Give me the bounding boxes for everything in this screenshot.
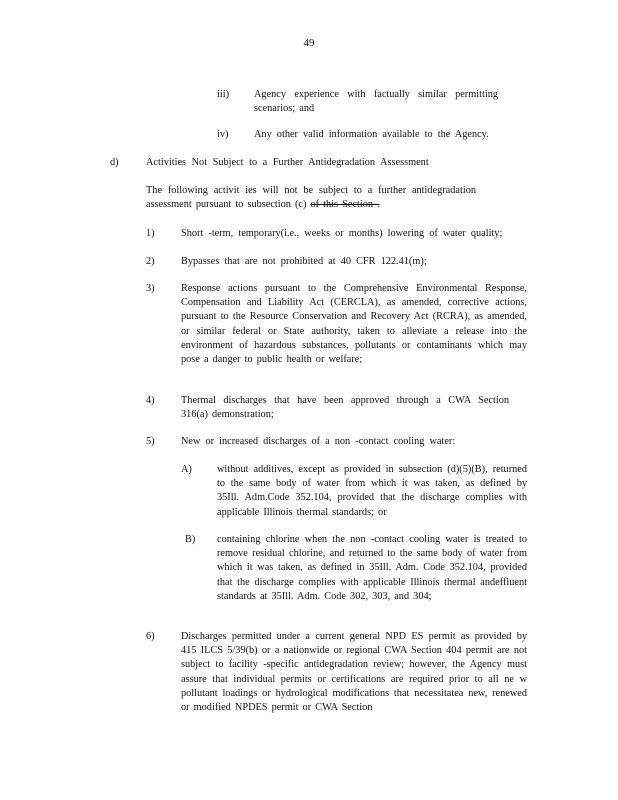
section-d-heading: Activities Not Subject to a Further Antidegradation Assessment — [146, 157, 429, 168]
item-iii-text: Agency experience with factually similar permitting scenarios; and — [254, 89, 498, 115]
entry-5-text: New or increased discharges of a non -contact cooling water: — [181, 436, 456, 447]
item-iv-text: Any other valid information available to the Agency. — [254, 129, 489, 140]
entry-6-text: Discharges permitted under a current general NPD ES permit as provided by 415 ILCS 5/39(b) or a nationwide or regional CWA Section 404 permit are not subject to facility -specific antidegradation review; however, the Agency must assure that individual permits or certifications are required prior to all ne w pollutant loadings or hydrological modifications that necessitatea new, renewed or modified NPDES permit or CWA Section — [181, 631, 527, 714]
item-iii-label: iii) — [217, 89, 230, 100]
entry-2-label: 2) — [146, 256, 155, 267]
entry-6-label: 6) — [146, 631, 155, 642]
entry-1-text: Short -term, temporary(i.e., weeks or months) lowering of water quality; — [181, 228, 503, 239]
entry-3-text: Response actions pursuant to the Comprehensive Environmental Response, Compensation and Liability Act (CERCLA), as amended, corrective actions, pursuant to the Resource Conservation and Recovery Act (RCRA), as amended, or similar federal or State authority, taken to alleviate a release into the environment of hazardous substances, pollutants or contaminants which may pose a danger to public health or welfare; — [181, 283, 527, 366]
intro-text: The following activit ies will not be subject to a further antidegradation assessment pursuant to subsection (c) — [146, 185, 476, 211]
entry-4-text: Thermal discharges that have been approved through a CWA Section 316(a) demonstration; — [181, 395, 509, 421]
entry-5-label: 5) — [146, 436, 155, 447]
item-iv-label: iv) — [217, 129, 229, 140]
section-d-label: d) — [110, 157, 119, 168]
section-d-intro — [146, 184, 476, 212]
entry-2-text: Bypasses that are not prohibited at 40 CFR 122.41(m); — [181, 256, 427, 267]
sub-entry-a-label: A) — [181, 464, 192, 475]
sub-entry-b-text: containing chlorine when the non -contact cooling water is treated to remove residual chlorine, and returned to the same body of water from which it was taken, as defined in 35Ill. Adm. Code 352.104, provided that the discharge complies with applicable Illinois thermal andeffluent standards at 35Ill. Adm. Code 302, 303, and 304; — [217, 534, 527, 602]
intro-struck-text: of this Section . — [310, 199, 380, 211]
sub-entry-a-text: without additives, except as provided in subsection (d)(5)(B), returned to the same body of water from which it was taken, as defined by 35Ill. Adm.Code 352.104, provided that the discharge complies with applicable Illinois thermal standards; or — [217, 464, 527, 518]
entry-1-label: 1) — [146, 228, 155, 239]
entry-3-label: 3) — [146, 283, 155, 294]
page-number: 49 — [303, 37, 315, 49]
sub-entry-b-label: B) — [185, 534, 196, 545]
entry-4-label: 4) — [146, 395, 155, 406]
